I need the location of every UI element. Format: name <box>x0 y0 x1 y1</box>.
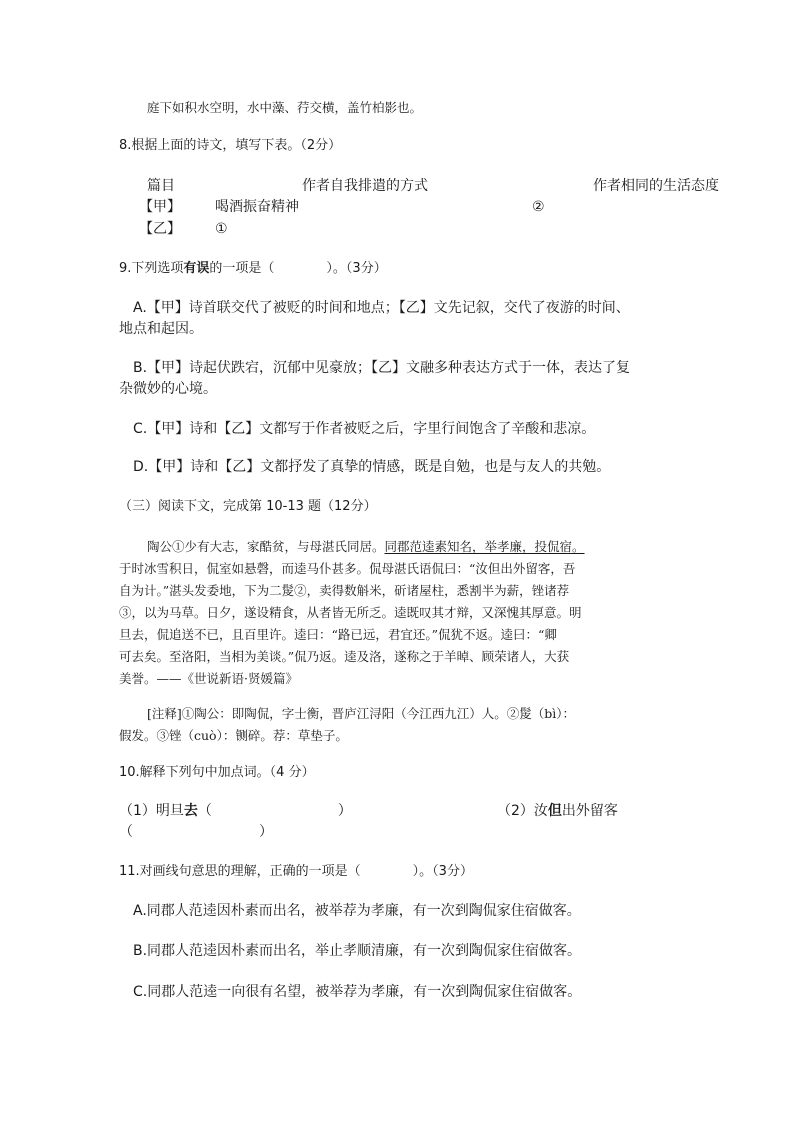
q10-item-2-blank: （ ） <box>119 824 273 840</box>
passage-line-2: 于时冰雪积日，侃室如悬磬，而逵马仆甚多。侃母湛氏语侃曰：“汝但出外留客，吾 <box>119 561 576 576</box>
passage-line-4: ③，以为马草。日夕，遂设精食，从者皆无所乏。逵既叹其才辩，又深愧其厚意。明 <box>119 605 582 620</box>
q8-header-attitude: 作者相同的生活态度 <box>593 178 719 194</box>
q11-option-b: B.同郡人范逵因朴素而出名，举止孝顺清廉，有一次到陶侃家住宿做客。 <box>133 943 582 959</box>
q11-option-a: A.同郡人范逵因朴素而出名，被举荐为孝廉，有一次到陶侃家住宿做客。 <box>133 903 581 919</box>
q8-header-title: 篇目 <box>147 178 175 194</box>
q10-title: 10.解释下列句中加点词。（4 分） <box>119 765 315 780</box>
q9-option-a-cont: 地点和起因。 <box>119 321 203 337</box>
notes-line-2: 假发。③锉（cuò）：铡碎。荐：草垫子。 <box>119 728 348 743</box>
q8-row1-attitude: ② <box>532 199 545 215</box>
q9-option-d: D.【甲】诗和【乙】文都抒发了真挚的情感，既是自勉，也是与友人的共勉。 <box>133 459 611 475</box>
notes-line-1: [注释]①陶公：即陶侃，字士衡，晋庐江浔阳（今江西九江）人。②髲（bì）： <box>147 706 576 721</box>
dotted-word-qu: 去 <box>183 803 198 819</box>
section3-title: （三）阅读下文，完成第 10-13 题（12分） <box>119 499 377 514</box>
q10-item-1: （1）明旦去（ ） <box>119 803 352 819</box>
q8-header-method: 作者自我排遣的方式 <box>302 178 428 194</box>
passage-line-1: 陶公①少有大志，家酷贫，与母湛氏同居。同郡范逵素知名，举孝廉，投侃宿。 <box>147 539 585 554</box>
q8-title: 8.根据上面的诗文，填写下表。（2分） <box>119 138 342 153</box>
q9-option-b: B.【甲】诗起伏跌宕，沉郁中见豪放；【乙】文融多种表达方式于一体，表达了复 <box>133 360 631 376</box>
passage-line-5: 旦去，侃追送不已，且百里许。逵曰：“路已远，君宜还。”侃犹不返。逵曰：“卿 <box>119 627 557 642</box>
q9-option-a: A.【甲】诗首联交代了被贬的时间和地点；【乙】文先记叙，交代了夜游的时间、 <box>133 300 630 316</box>
q8-row1-method: 喝酒振奋精神 <box>215 199 299 215</box>
q9-title: 9.下列选项有误的一项是（ ）。（3分） <box>119 261 387 276</box>
q8-row1-label: 【甲】 <box>139 199 181 215</box>
q8-row2-method: ① <box>215 221 228 237</box>
q11-title: 11.对画线句意思的理解，正确的一项是（ ）。（3分） <box>119 864 473 879</box>
underlined-sentence: 同郡范逵素知名，举孝廉，投侃宿。 <box>384 539 585 554</box>
q10-item-2: （2）汝但出外留客 <box>497 803 618 819</box>
dotted-word-dan: 但 <box>547 803 562 819</box>
q11-option-c: C.同郡人范逵一向很有名望，被举荐为孝廉，有一次到陶侃家住宿做客。 <box>133 984 582 1000</box>
passage-line-3: 自为计。”湛头发委地，下为二髲②，卖得数斛米，斫诸屋柱，悉割半为薪，锉诸荐 <box>119 583 570 598</box>
passage-line-6: 可去矣。至洛阳，当相为美谈。”侃乃返。逵及洛，遂称之于羊晫、顾荣诸人，大获 <box>119 649 570 664</box>
q9-option-b-cont: 杂微妙的心境。 <box>119 381 217 397</box>
poem-last-line: 庭下如积水空明，水中藻、荇交横，盖竹柏影也。 <box>147 100 423 115</box>
q8-row2-label: 【乙】 <box>139 221 181 237</box>
passage-source: 美誉。——《世说新语·贤媛篇》 <box>119 671 298 686</box>
q9-option-c: C.【甲】诗和【乙】文都写于作者被贬之后，字里行间饱含了辛酸和悲凉。 <box>133 421 596 437</box>
